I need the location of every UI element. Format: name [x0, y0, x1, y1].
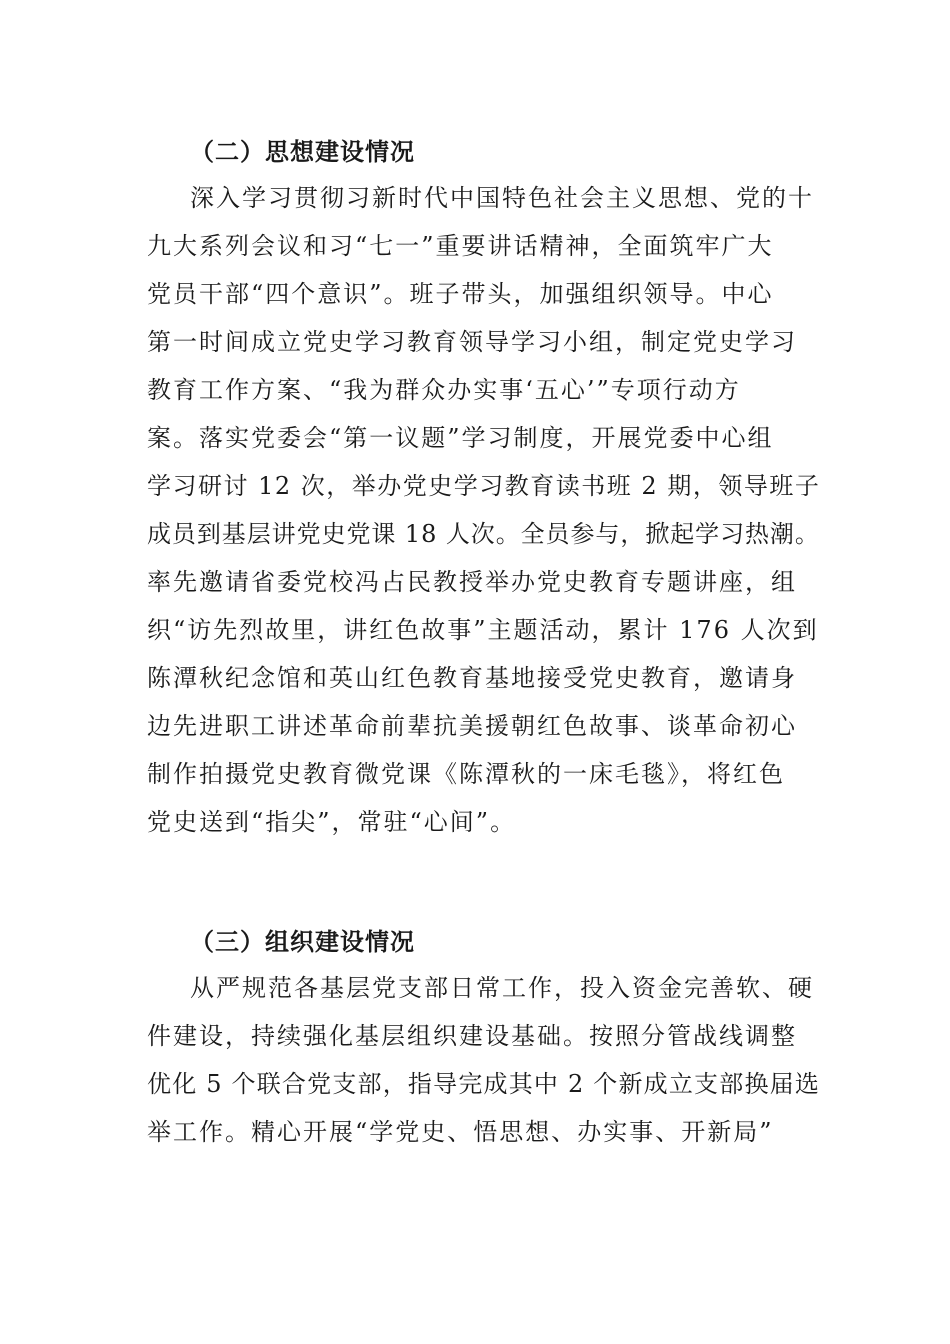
section-heading-organizational: （三）组织建设情况	[190, 927, 415, 956]
paragraph-line: 优化 5 个联合党支部，指导完成其中 2 个新成立支部换届选	[147, 1070, 821, 1098]
paragraph-line: 党员干部“四个意识”。班子带头，加强组织领导。中心	[147, 280, 774, 308]
paragraph-line: 成员到基层讲党史党课 18 人次。全员参与，掀起学习热潮。	[147, 520, 820, 548]
paragraph-line: 案。落实党委会“第一议题”学习制度，开展党委中心组	[147, 424, 774, 452]
paragraph-line: 学习研讨 12 次，举办党史学习教育读书班 2 期，领导班子	[147, 472, 821, 500]
paragraph-line: 举工作。精心开展“学党史、悟思想、办实事、开新局”	[147, 1118, 774, 1146]
paragraph-line: 党史送到“指尖”，常驻“心间”。	[147, 808, 517, 836]
paragraph-line: 第一时间成立党史学习教育领导学习小组，制定党史学习	[147, 328, 797, 356]
section-heading-ideological: （二）思想建设情况	[190, 137, 415, 166]
paragraph-line: 边先进职工讲述革命前辈抗美援朝红色故事、谈革命初心	[147, 712, 797, 740]
paragraph-line: 深入学习贯彻习新时代中国特色社会主义思想、党的十	[190, 184, 814, 212]
paragraph-line: 率先邀请省委党校冯占民教授举办党史教育专题讲座，组	[147, 568, 797, 596]
paragraph-line: 陈潭秋纪念馆和英山红色教育基地接受党史教育，邀请身	[147, 664, 797, 692]
paragraph-line: 从严规范各基层党支部日常工作，投入资金完善软、硬	[190, 974, 814, 1002]
paragraph-line: 件建设，持续强化基层组织建设基础。按照分管战线调整	[147, 1022, 797, 1050]
paragraph-line: 教育工作方案、“我为群众办实事‘五心’”专项行动方	[147, 376, 741, 404]
paragraph-line: 制作拍摄党史教育微党课《陈潭秋的一床毛毯》，将红色	[147, 760, 785, 788]
paragraph-line: 织“访先烈故里，讲红色故事”主题活动，累计 176 人次到	[147, 616, 819, 644]
paragraph-line: 九大系列会议和习“七一”重要讲话精神，全面筑牢广大	[147, 232, 774, 260]
